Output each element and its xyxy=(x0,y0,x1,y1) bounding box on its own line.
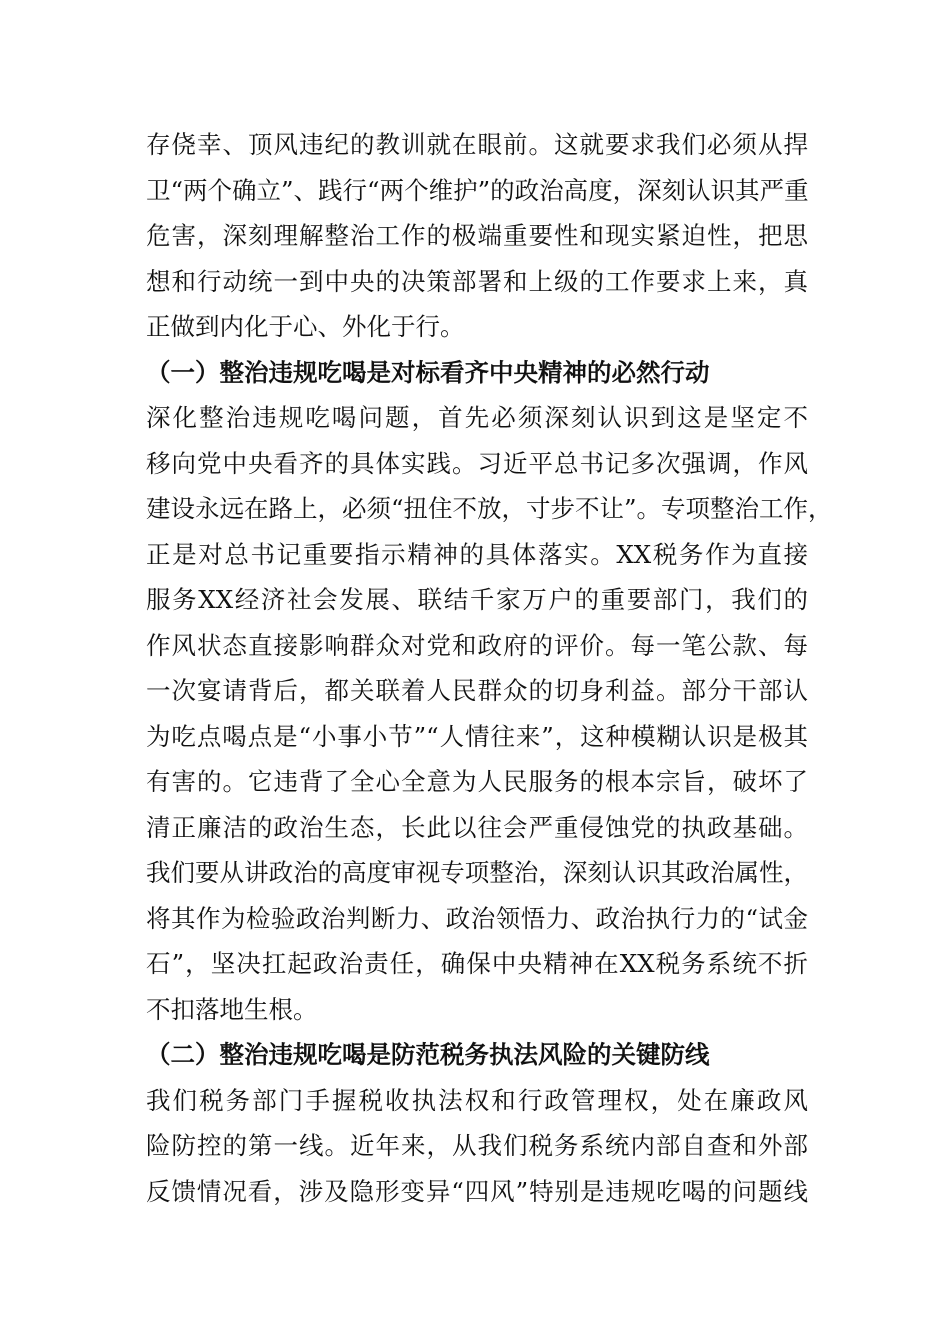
body-line: 不扣落地生根。 xyxy=(146,994,318,1024)
body-line: 险防控的第一线。近年来，从我们税务系统内部自查和外部 xyxy=(146,1131,808,1160)
body-line: 为吃点喝点是“小事小节”“人情往来”，这种模糊认识是极其 xyxy=(146,721,808,751)
body-line: 卫“两个确立”、践行“两个维护”的政治高度，深刻认识其严重 xyxy=(146,175,809,205)
body-line: 将其作为检验政治判断力、政治领悟力、政治执行力的“试金 xyxy=(146,903,808,933)
body-line: 作风状态直接影响群众对党和政府的评价。每一笔公款、每 xyxy=(146,630,808,660)
body-line: 清正廉洁的政治生态，长此以往会严重侵蚀党的执政基础。 xyxy=(146,812,808,842)
body-line: 反馈情况看，涉及隐形变异“四风”特别是违规吃喝的问题线 xyxy=(146,1176,808,1206)
body-line: 石”，坚决扛起政治责任，确保中央精神在XX税务系统不折 xyxy=(146,949,808,978)
body-line: 正是对总书记重要指示精神的具体落实。XX税务作为直接 xyxy=(146,539,808,569)
body-line: 想和行动统一到中央的决策部署和上级的工作要求上来，真 xyxy=(146,266,808,296)
section-heading-1: （一）整治违规吃喝是对标看齐中央精神的必然行动 xyxy=(146,357,710,387)
body-line: 正做到内化于心、外化于行。 xyxy=(146,312,465,341)
body-line: 移向党中央看齐的具体实践。习近平总书记多次强调，作风 xyxy=(146,448,808,478)
document-page xyxy=(146,122,833,1214)
body-line: 我们税务部门手握税收执法权和行政管理权，处在廉政风 xyxy=(146,1085,808,1115)
section-heading-2: （二）整治违规吃喝是防范税务执法风险的关键防线 xyxy=(146,1040,710,1069)
body-line: 有害的。它违背了全心全意为人民服务的根本宗旨，破坏了 xyxy=(146,767,808,796)
body-line: 服务XX经济社会发展、联结千家万户的重要部门，我们的 xyxy=(146,585,808,614)
body-line: 我们要从讲政治的高度审视专项整治，深刻认识其政治属性， xyxy=(146,858,808,887)
body-line: 建设永远在路上，必须“扭住不放，寸步不让”。专项整治工作， xyxy=(146,494,833,523)
body-line: 危害，深刻理解整治工作的极端重要性和现实紧迫性，把思 xyxy=(146,221,808,250)
body-line: 深化整治违规吃喝问题，首先必须深刻认识到这是坚定不 xyxy=(146,403,808,432)
body-line: 存侥幸、顶风违纪的教训就在眼前。这就要求我们必须从捍 xyxy=(146,130,808,159)
body-line: 一次宴请背后，都关联着人民群众的切身利益。部分干部认 xyxy=(146,676,808,705)
